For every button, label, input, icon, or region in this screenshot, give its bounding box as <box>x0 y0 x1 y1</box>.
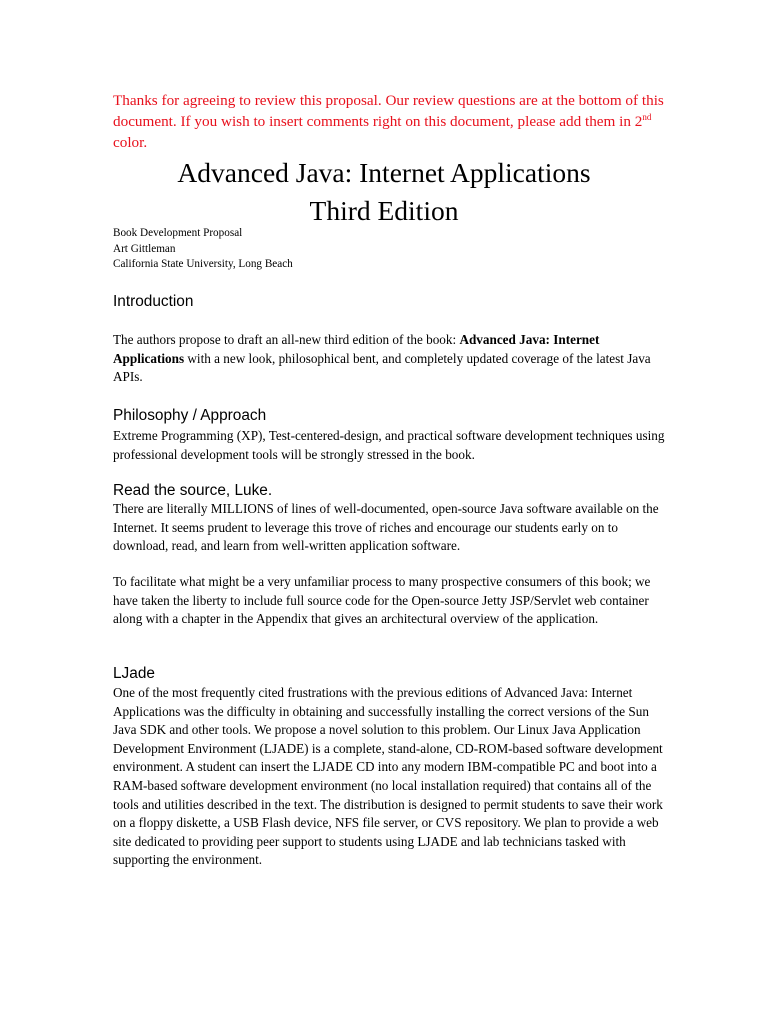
read-source-heading: Read the source, Luke. <box>113 482 273 499</box>
philosophy-heading: Philosophy / Approach <box>113 407 267 424</box>
reviewer-note-text: Thanks for agreeing to review this proposal. Our review questions are at the bottom of this document. If you wish to insert comments right on this document, please add them in 2 <box>113 92 664 130</box>
title-line-1: Advanced Java: Internet Applications <box>177 157 591 188</box>
document-title <box>100 154 668 230</box>
author-name: Art Gittleman <box>113 242 176 255</box>
introduction-paragraph <box>113 331 673 387</box>
reviewer-note-text-end: color. <box>113 134 148 151</box>
reviewer-note-superscript: nd <box>642 111 652 122</box>
document-meta <box>113 226 673 273</box>
title-line-2: Third Edition <box>309 195 459 226</box>
introduction-text: The authors propose to draft an all-new third edition of the book: <box>113 332 460 347</box>
introduction-heading: Introduction <box>113 293 194 310</box>
doc-type: Book Development Proposal <box>113 227 243 239</box>
book-title-bold: Advanced Java: Internet Applications <box>113 332 600 366</box>
reviewer-note <box>113 90 673 153</box>
institution-name: California State University, Long Beach <box>113 258 293 270</box>
ljade-paragraph: One of the most frequently cited frustrations with the previous editions of Advanced Java: Internet Applications was the difficulty in obtaining and successfully installing the correct versions of the Sun Java SDK and other tools. We propose a novel solution to this problem. Our Linux Java Application Development Environment (LJADE) is a complete, stand-alone, CD-ROM-based software development environment. A student can insert the LJADE CD into any modern IBM-compatible PC and boot into a RAM-based software development environment (no local installation required) that contains all of the tools and utilities described in the text. The distribution is designed to permit students to save their work on a floppy diskette, a USB Flash device, NFS file server, or CVS repository. We plan to provide a web site dedicated to providing peer support to students using LJADE and lab technicians tasked with supporting the environment. <box>113 685 663 868</box>
ljade-heading: LJade <box>113 665 155 682</box>
read-source-paragraph-2: To facilitate what might be a very unfamiliar process to many prospective consumers of this book; we have taken the liberty to include full source code for the Open-source Jetty JSP/Servlet web container along with a chapter in the Appendix that gives an architectural overview of the application. <box>113 574 651 627</box>
philosophy-paragraph: Extreme Programming (XP), Test-centered-design, and practical software development techniques using professional development tools will be strongly stressed in the book. <box>113 428 665 462</box>
introduction-text-end: with a new look, philosophical bent, and completely updated coverage of the latest Java APIs. <box>113 350 651 385</box>
read-source-paragraph-1: There are literally MILLIONS of lines of well-documented, open-source Java software available on the Internet. It seems prudent to leverage this trove of riches and encourage our students early on to download, read, and learn from well-written application software. <box>113 501 659 554</box>
